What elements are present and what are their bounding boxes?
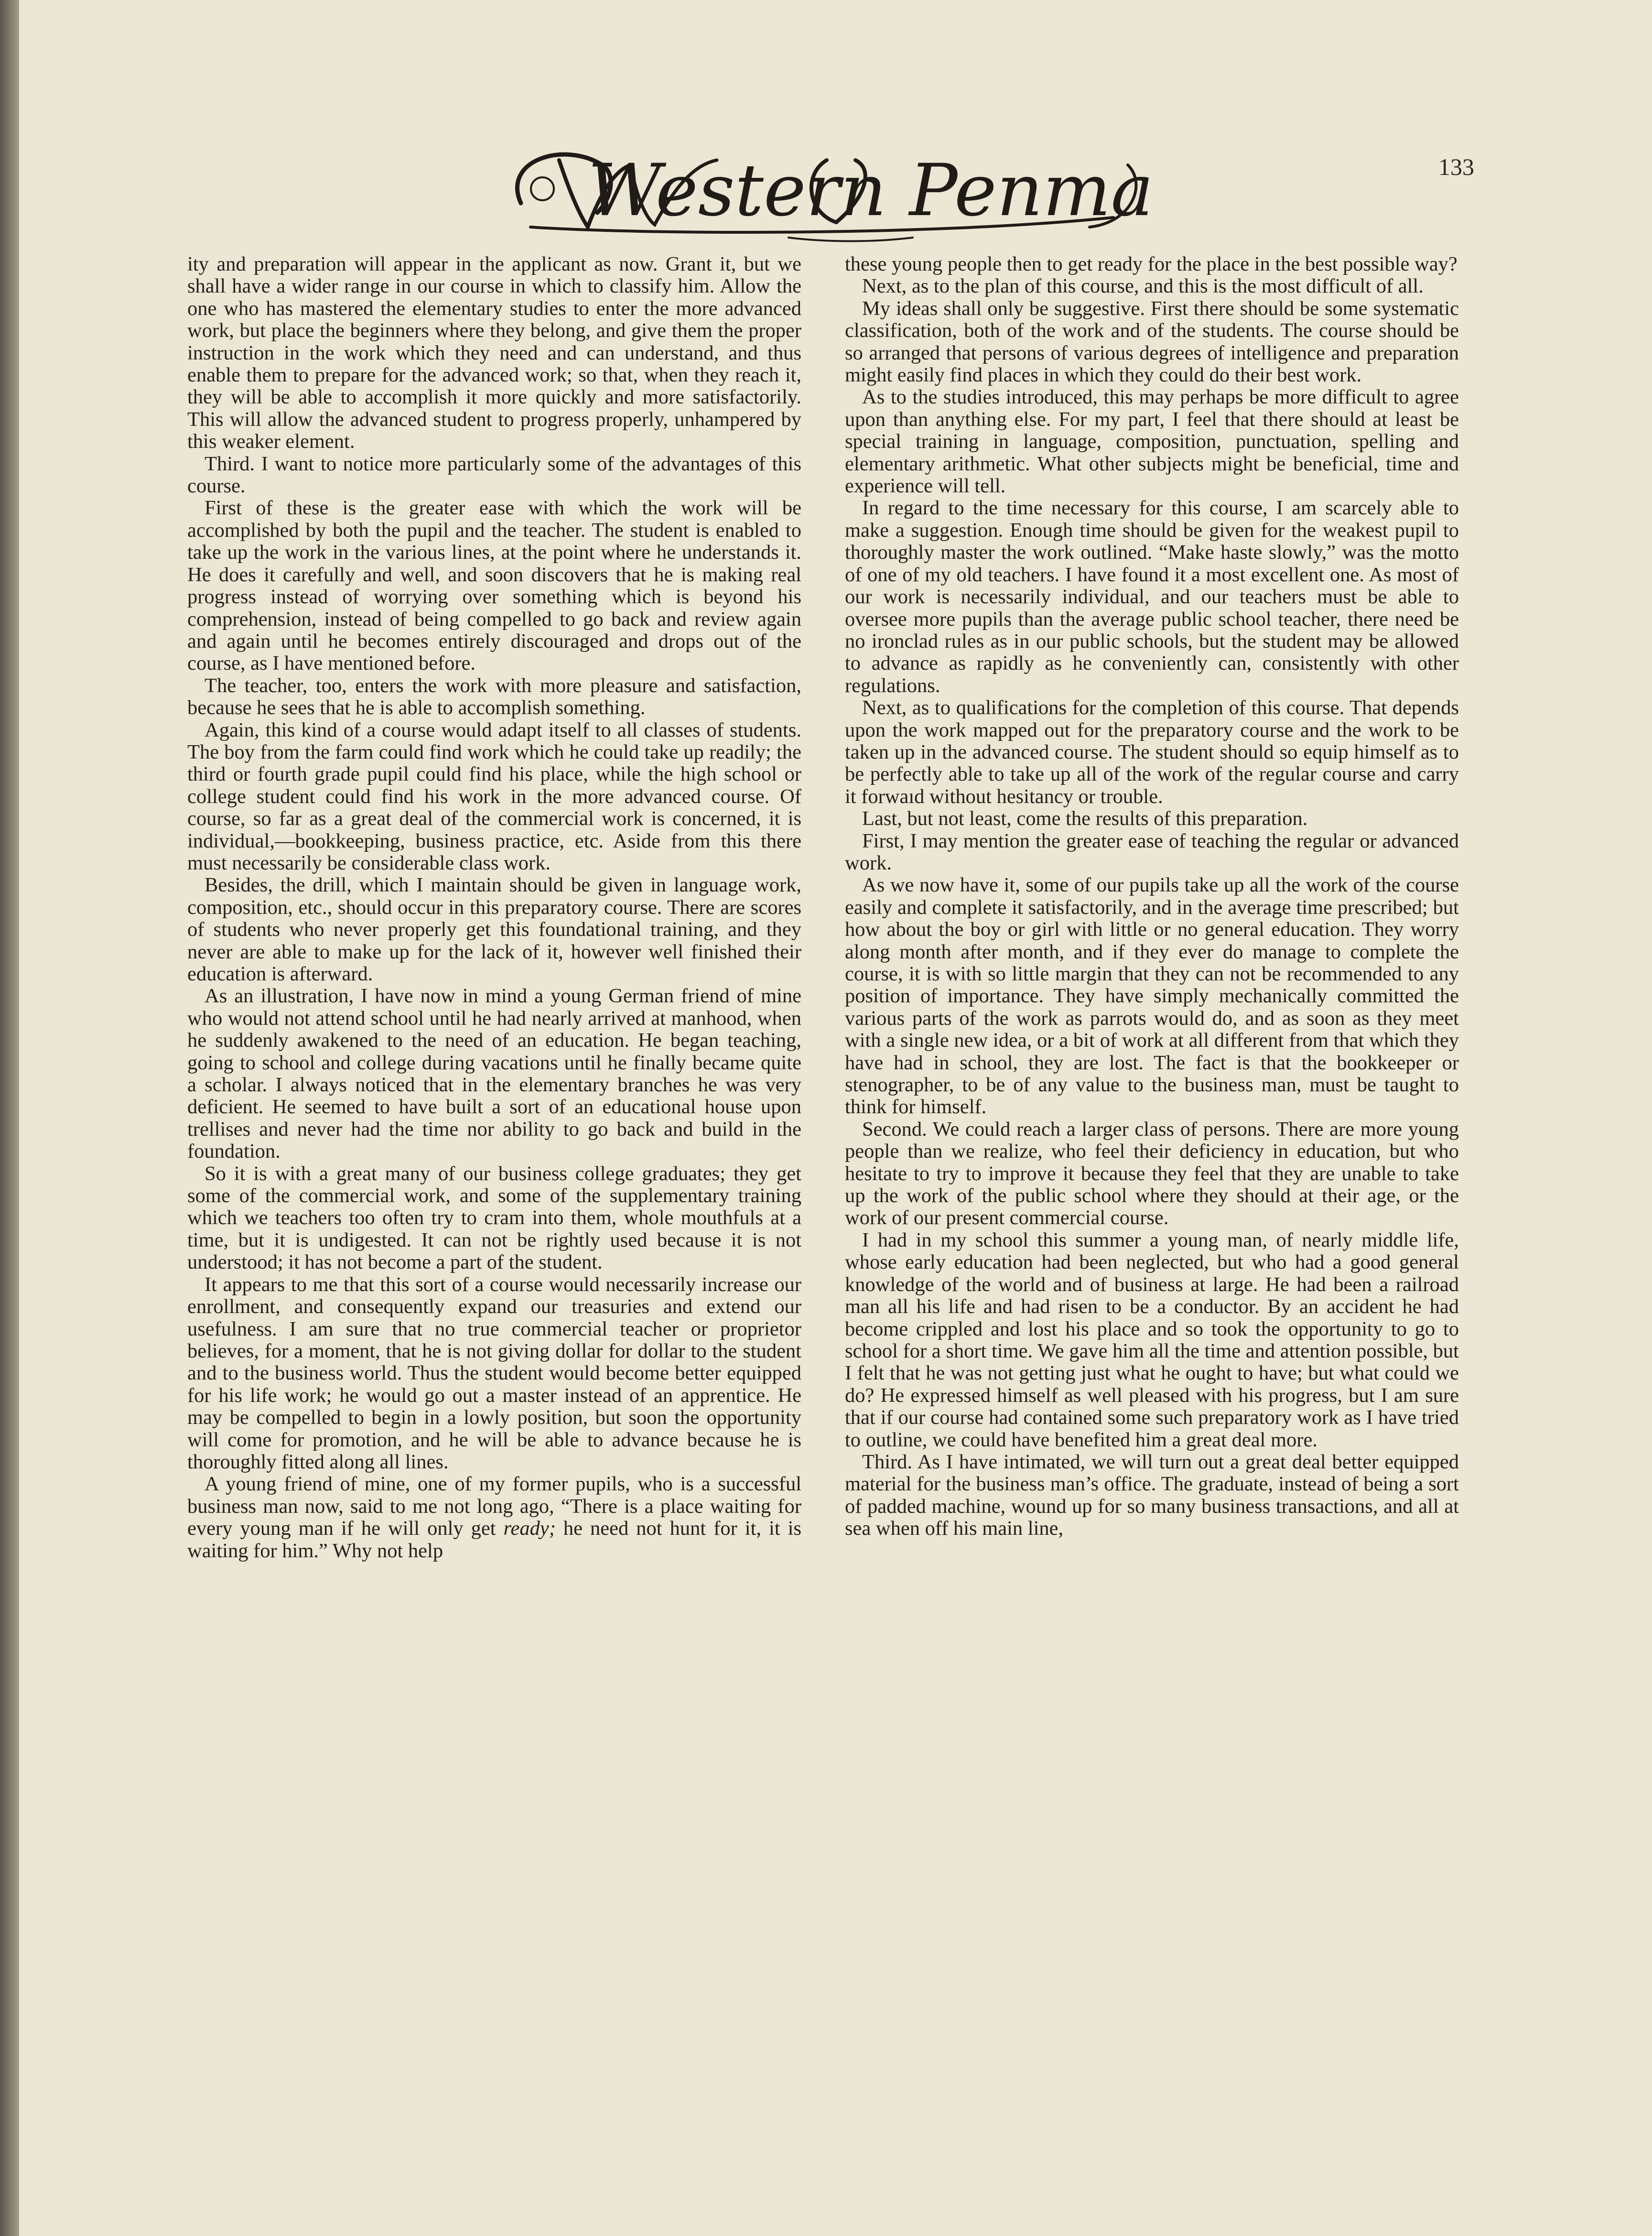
magazine-page [19, 0, 1652, 2236]
paragraph: Next, as to the plan of this course, and this is the most difficult of all. [862, 275, 1424, 298]
right-column [845, 253, 1459, 1540]
paragraph: Besides, the drill, which I maintain should be given in language work, composition, etc., should occur in this preparatory course. There are scores of students who never properly get this foundational training, and they never are able to make up for the lack of it, however well finished their education is afterward. [187, 874, 801, 985]
paragraph: these young people then to get ready for the place in the best possible way? [845, 253, 1458, 275]
page-number: 133 [1438, 153, 1474, 180]
paragraph: My ideas shall only be suggestive. First there should be some systematic classification, both of the work and of the students. The course should be so arranged that persons of various degrees of intelligence and preparation might easily find places in which they could do their best work. [845, 297, 1459, 387]
paragraph: In regard to the time necessary for this course, I am scarcely able to make a suggestion. Enough time should be given for the weakest pupil to thoroughly master the work outlined. “Make haste slowly,” was the motto of one of my old teachers. I have found it a most excellent one. As most of our work is necessarily individual, and our teachers must be able to oversee more pupils than the average public school teacher, there need be no ironclad rules as in our public schools, but the student may be allowed to advance as rapidly as he conveniently can, consistently with other regulations. [845, 497, 1459, 697]
paragraph: As we now have it, some of our pupils take up all the work of the course easily and complete it satisfactorily, and in the average time prescribed; but how about the boy or girl with little or no general education. They worry along month after month, and if they ever do manage to complete the course, it is with so little margin that they can not be recommended to any position of importance. They have simply mechanically committed the various parts of the work as parrots would do, and as soon as they meet with a single new idea, or a bit of work at all different from that which they have had in school, they are lost. The fact is that the bookkeeper or stenographer, to be of any value to the business man, must be taught to think for himself. [845, 874, 1459, 1118]
paragraph: Next, as to qualifications for the completion of this course. That depends upon the work mapped out for the preparatory course and the work to be taken up in the advanced course. The student should so equip himself as to be perfectly able to take up all of the work of the regular course and carry it forwaıd without hesitancy or trouble. [845, 696, 1459, 808]
italic-text: ready; [503, 1517, 556, 1540]
paragraph: Again, this kind of a course would adapt itself to all classes of students. The boy from the farm could find work which he could take up readily; the third or fourth grade pupil could find his place, while the high school or college student could find his work in the more advanced course. Of course, so far as a great deal of the commercial work is concerned, it is individual,—bookkeeping, business practice, etc. Aside from this there must necessarily be considerable class work. [187, 718, 801, 874]
paragraph: The teacher, too, enters the work with more pleasure and satisfaction, because he sees that he is able to accomplish something. [187, 674, 801, 719]
paragraph: Last, but not least, come the results of this preparation. [862, 807, 1308, 830]
paragraph: First, I may mention the greater ease of teaching the regular or advanced work. [845, 829, 1459, 874]
masthead-logo [492, 131, 1152, 246]
paragraph: I had in my school this summer a young man, of nearly middle life, whose early education had been neglected, but who had a good general knowledge of the world and of business at large. He had been a railroad man all his life and had risen to be a conductor. By an accident he had become crippled and lost his place and so took the opportunity to go to school for a short time. We gave him all the time and attention possible, but I felt that he was not getting just what he ought to have; but what could we do? He expressed himself as well pleased with his progress, but I am sure that if our course had contained some such preparatory work as I have tried to outline, we could have benefited him a great deal more. [845, 1228, 1459, 1451]
paragraph: First of these is the greater ease with which the work will be accomplished by both the pupil and the teacher. The student is enabled to take up the work in the various lines, at the point where he understands it. He does it carefully and well, and soon discovers that he is making real progress instead of worrying over something which is beyond his comprehension, instead of being compelled to go back and review again and again until he becomes entirely discouraged and drops out of the course, as I have mentioned before. [187, 497, 801, 675]
paragraph: Third. As I have intimated, we will turn out a great deal better equipped material for the business man’s office. The graduate, instead of being a sort of padded machine, wound up for so many business transactions, and all at sea when off his main line, [845, 1450, 1459, 1540]
paragraph: As an illustration, I have now in mind a young German friend of mine who would not attend school until he had nearly arrived at manhood, when he suddenly awakened to the need of an education. He began teaching, going to school and college during vacations until he finally became quite a scholar. I always noticed that in the elementary branches he was very deficient. He seemed to have built a sort of an educational house upon trellises and never had the time nor ability to go back and build in the foundation. [187, 985, 801, 1163]
paragraph: Third. I want to notice more particularly some of the advantages of this course. [187, 452, 801, 498]
paragraph: As to the studies introduced, this may perhaps be more difficult to agree upon than anything else. For my part, I feel that there should at least be special training in language, composition, punctuation, spelling and elementary arithmetic. What other subjects might be beneficial, time and experience will tell. [845, 386, 1459, 498]
left-column [187, 253, 801, 1562]
paragraph [187, 1473, 801, 1562]
paragraph: ity and preparation will appear in the applicant as now. Grant it, but we shall have a wider range in our course in which to classify him. Allow the one who has mastered the elementary studies to enter the more advanced work, but place the beginners where they belong, and give them the proper instruction in the work which they need and can understand, and thus enable them to prepare for the advanced work; so that, when they reach it, they will be able to accomplish it more quickly and more satisfactorily. This will allow the advanced student to progress properly, unhampered by this weaker element. [187, 253, 801, 453]
paragraph: It appears to me that this sort of a course would necessarily increase our enrollment, and consequently expand our treasuries and extend our usefulness. I am sure that no true commercial teacher or proprietor believes, for a moment, that he is not giving dollar for dollar to the student and to the business world. Thus the student would become better equipped for his life work; he would go out a master instead of an apprentice. He may be compelled to begin in a lowly position, but soon the opportunity will come for promotion, and he will be able to advance because he is thoroughly fitted along all lines. [187, 1273, 801, 1473]
paragraph: Second. We could reach a larger class of persons. There are more young people than we realize, who feel their deficiency in education, but who hesitate to try to improve it because they feel that they are unable to take up the work of the public school where they should at their age, or the work of our present commercial course. [845, 1118, 1459, 1229]
masthead-text: Western Penman [588, 149, 1152, 232]
text-run: A young friend of mine, one of my former pupils, who is a successful business man now, said to me not long ago, “There is a place waiting for every young man if he will only get [187, 1473, 801, 1540]
text-run: he need not hunt for it, it is waiting for him.” Why not help [187, 1517, 801, 1562]
paragraph: So it is with a great many of our business college graduates; they get some of the commercial work, and some of the supplementary training which we teachers too often try to cram into them, whole mouthfuls at a time, but it is undigested. It can not be rightly used because it is not understood; it has not become a part of the student. [187, 1162, 801, 1274]
